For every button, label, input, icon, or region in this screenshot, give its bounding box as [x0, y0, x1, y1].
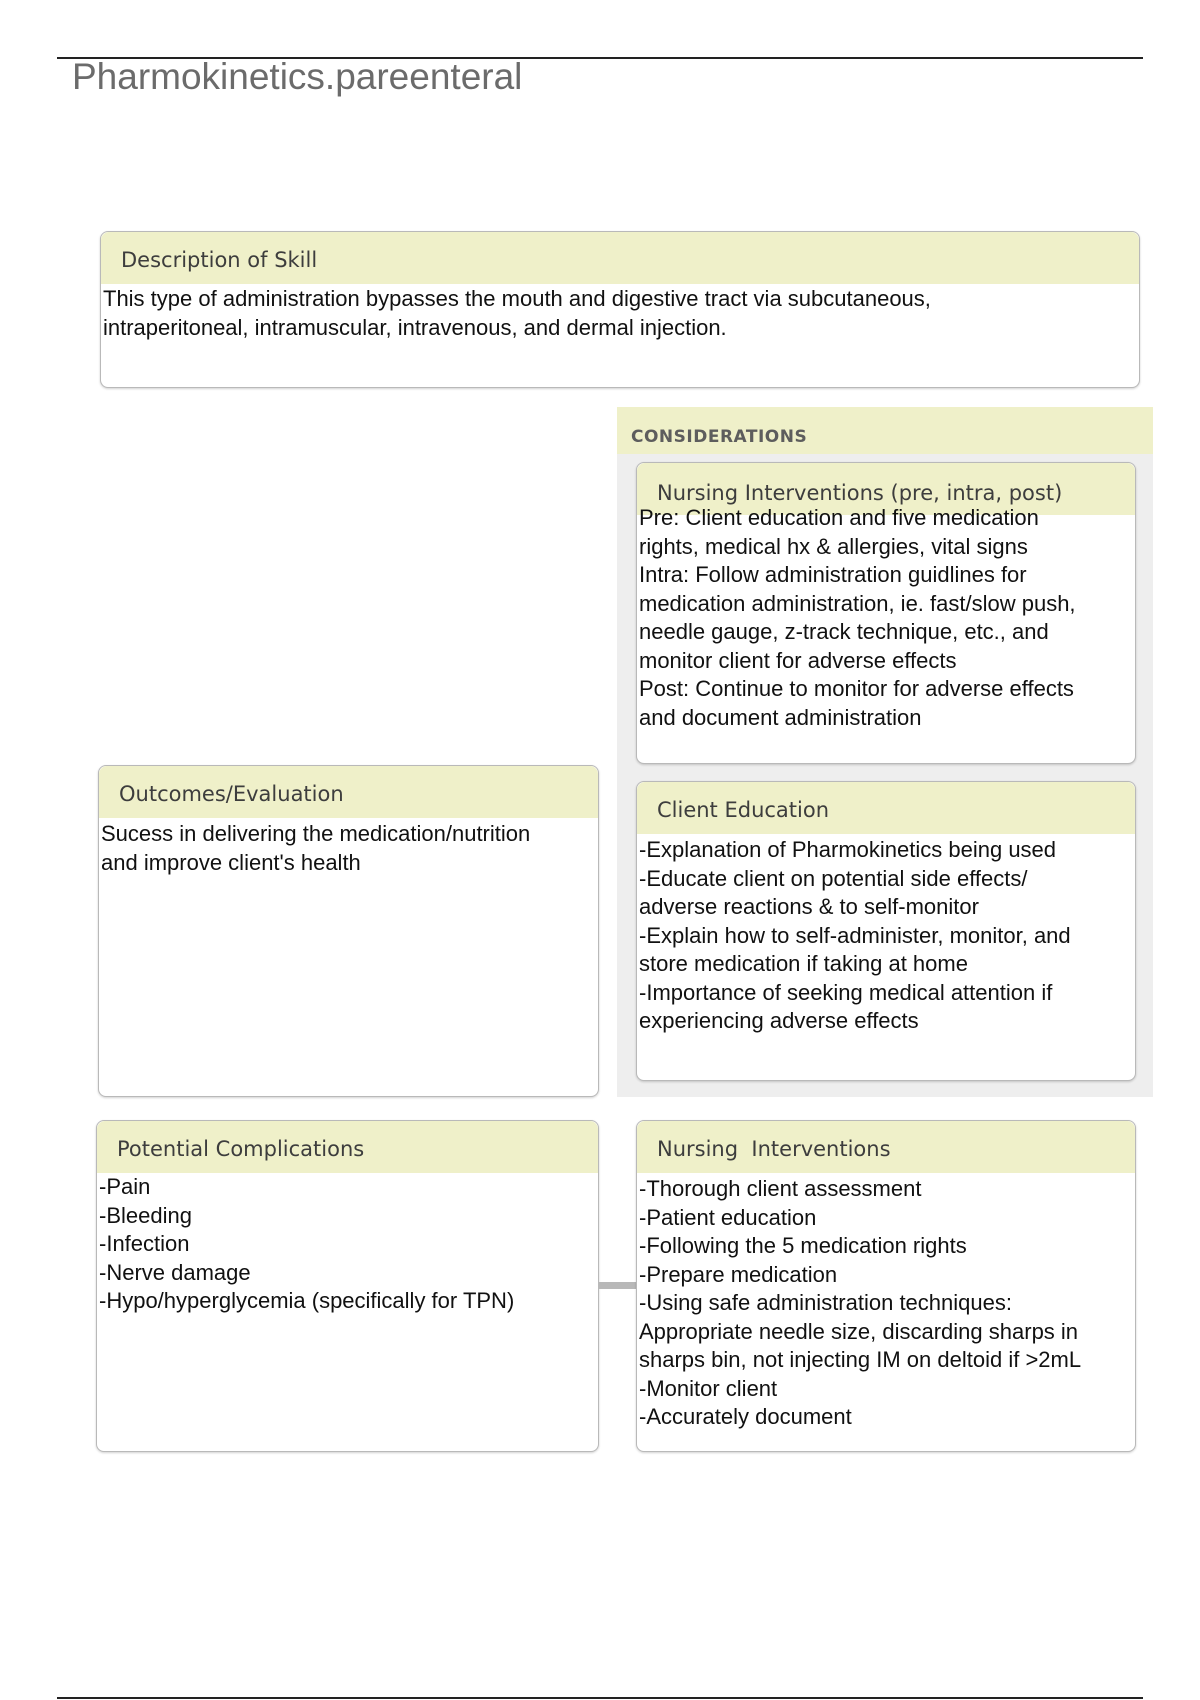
nursing-intervention-item: sharps bin, not injecting IM on deltoid if >2mL	[639, 1347, 1082, 1372]
nursing-intervention-item: -Prepare medication	[639, 1261, 838, 1287]
page-title: Pharmokinetics.pareenteral	[72, 56, 523, 97]
nursing-intervention-item: -Using safe administration techniques:	[639, 1290, 1012, 1315]
nursing-intra-line: needle gauge, z-track technique, etc., and	[639, 619, 1049, 644]
outcomes-line: and improve client's health	[101, 849, 361, 875]
complications-header: Potential Complications	[97, 1121, 598, 1173]
nursing-intra-line: medication administration, ie. fast/slow push,	[639, 590, 1076, 616]
description-header: Description of Skill	[101, 232, 1139, 284]
client-education-line: -Educate client on potential side effects/	[639, 865, 1028, 891]
nursing-intervention-item: -Patient education	[639, 1204, 817, 1230]
description-card	[100, 231, 1140, 388]
nursing-post-line: Post: Continue to monitor for adverse effects	[639, 676, 1074, 701]
complication-item: -Pain	[99, 1174, 151, 1199]
connector-line	[599, 1282, 636, 1289]
description-line: intraperitoneal, intramuscular, intravenous, and dermal injection.	[103, 314, 727, 340]
outcomes-header: Outcomes/Evaluation	[99, 766, 598, 818]
complications-body	[97, 1173, 598, 1316]
nursing-intra-line: monitor client for adverse effects	[639, 647, 957, 673]
client-education-line: -Importance of seeking medical attention if	[639, 979, 1053, 1005]
nursing-intervention-item: -Thorough client assessment	[639, 1176, 922, 1201]
client-education-line: -Explanation of Pharmokinetics being used	[639, 837, 1057, 862]
bottom-rule	[57, 1697, 1143, 1699]
client-education-line: store medication if taking at home	[639, 951, 968, 976]
nursing-intra-line: Intra: Follow administration guidlines for	[639, 562, 1027, 587]
nursing-interventions-header: Nursing Interventions	[637, 1121, 1135, 1173]
complication-item: -Bleeding	[99, 1202, 192, 1228]
complication-item: -Nerve damage	[99, 1259, 251, 1285]
description-body	[101, 284, 1139, 342]
complication-item: -Infection	[99, 1231, 190, 1256]
nursing-intervention-item: -Following the 5 medication rights	[639, 1233, 967, 1258]
client-education-header: Client Education	[637, 782, 1135, 834]
outcomes-line: Sucess in delivering the medication/nutrition	[101, 821, 531, 846]
nursing-intervention-item: Appropriate needle size, discarding sharps in	[639, 1318, 1079, 1344]
outcomes-body	[99, 818, 598, 877]
client-education-body	[637, 834, 1135, 1036]
client-education-card	[636, 781, 1136, 1081]
considerations-label: CONSIDERATIONS	[631, 427, 808, 447]
nursing-pre-line: Pre: Client education and five medication	[639, 505, 1039, 530]
outcomes-card	[98, 765, 599, 1097]
nursing-interventions-card	[636, 1120, 1136, 1452]
complication-item: -Hypo/hyperglycemia (specifically for TPN)	[99, 1288, 515, 1313]
client-education-line: experiencing adverse effects	[639, 1008, 919, 1033]
nursing-post-line: and document administration	[639, 704, 922, 730]
nursing-pre-intra-post-body	[637, 502, 1135, 732]
nursing-pre-line: rights, medical hx & allergies, vital signs	[639, 533, 1028, 559]
nursing-pre-intra-post-header: Nursing Interventions (pre, intra, post)	[637, 463, 1135, 515]
complications-card	[96, 1120, 599, 1452]
client-education-line: -Explain how to self-administer, monitor, and	[639, 922, 1071, 948]
nursing-pre-intra-post-card	[636, 462, 1136, 764]
nursing-interventions-body	[637, 1173, 1135, 1432]
description-line: This type of administration bypasses the mouth and digestive tract via subcutaneous,	[103, 286, 931, 311]
nursing-intervention-item: -Monitor client	[639, 1375, 778, 1401]
client-education-line: adverse reactions & to self-monitor	[639, 894, 979, 919]
nursing-intervention-item: -Accurately document	[639, 1404, 852, 1429]
